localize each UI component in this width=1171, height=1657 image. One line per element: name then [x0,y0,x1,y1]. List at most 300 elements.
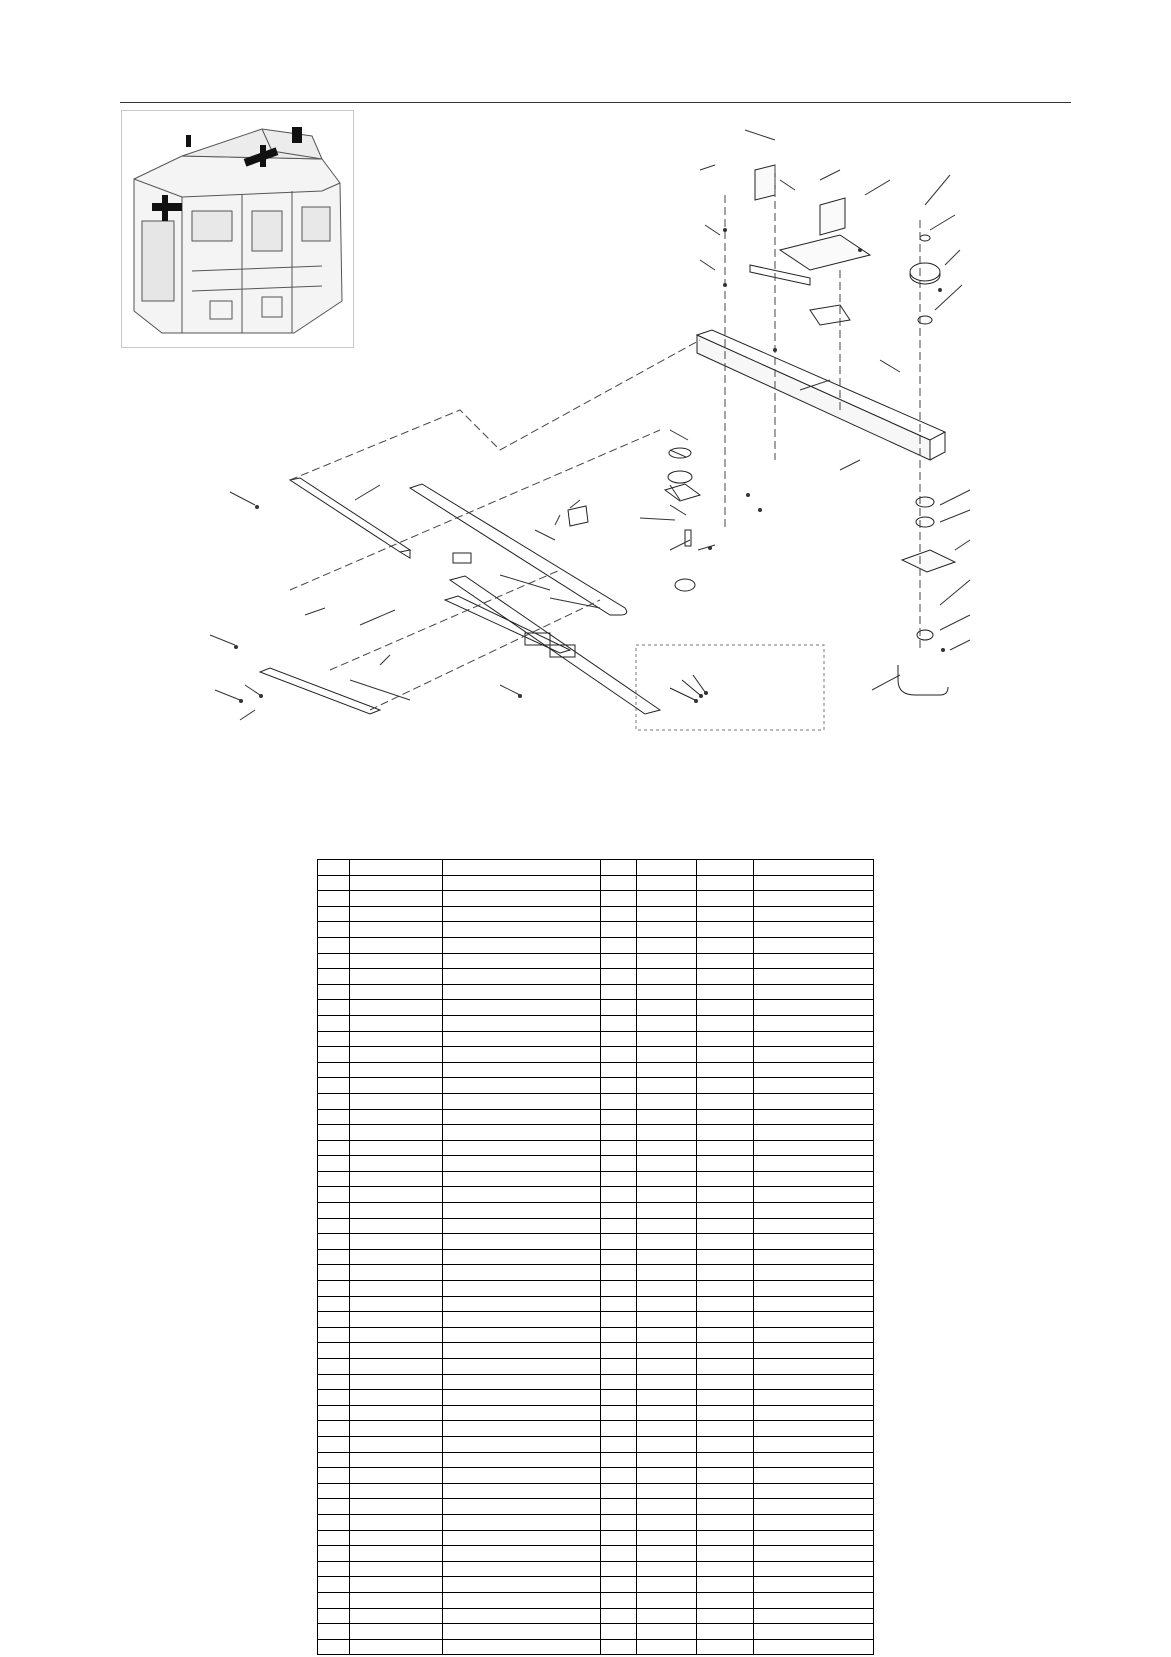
table-cell [350,1624,443,1640]
table-cell [754,1483,874,1499]
table-cell [443,1452,601,1468]
table-cell [637,1327,697,1343]
table-cell [443,1546,601,1562]
table-row [318,891,874,907]
table-cell [443,922,601,938]
table-cell [318,953,350,969]
table-cell [601,891,637,907]
table-cell [318,1031,350,1047]
table-row [318,1639,874,1655]
table-cell [754,1514,874,1530]
table-cell [637,860,697,876]
table-cell [754,1218,874,1234]
table-cell [697,1421,754,1437]
table-cell [697,1125,754,1141]
table-cell [601,1624,637,1640]
table-cell [443,1171,601,1187]
table-cell [350,969,443,985]
table-cell [443,1374,601,1390]
table-cell [350,1140,443,1156]
table-cell [350,1374,443,1390]
table-cell [350,1234,443,1250]
table-row [318,906,874,922]
table-cell [318,1624,350,1640]
table-cell [318,1296,350,1312]
table-cell [601,937,637,953]
table-row [318,1109,874,1125]
table-cell [443,1405,601,1421]
table-cell [318,1405,350,1421]
table-cell [637,1312,697,1328]
table-cell [443,1436,601,1452]
table-cell [637,906,697,922]
table-cell [318,1530,350,1546]
table-cell [318,1390,350,1406]
table-cell [697,1249,754,1265]
table-cell [350,1421,443,1437]
table-cell [637,953,697,969]
table-row [318,1608,874,1624]
table-cell [350,1093,443,1109]
table-row [318,1452,874,1468]
table-row [318,1327,874,1343]
table-cell [754,922,874,938]
table-cell [443,1359,601,1375]
table-cell [318,1452,350,1468]
table-cell [637,1452,697,1468]
table-cell [318,1234,350,1250]
table-cell [350,1592,443,1608]
table-row [318,953,874,969]
table-cell [601,1015,637,1031]
table-cell [601,1530,637,1546]
table-cell [601,1281,637,1297]
table-cell [697,1015,754,1031]
table-cell [318,1608,350,1624]
table-cell [443,906,601,922]
table-cell [637,1639,697,1655]
table-cell [318,1359,350,1375]
table-cell [443,1561,601,1577]
table-cell [350,1359,443,1375]
table-cell [637,1281,697,1297]
table-cell [318,1436,350,1452]
table-cell [318,1281,350,1297]
table-cell [754,1390,874,1406]
table-cell [637,1078,697,1094]
table-cell [443,1125,601,1141]
table-cell [637,1265,697,1281]
table-cell [318,969,350,985]
table-cell [318,1592,350,1608]
table-cell [350,1312,443,1328]
table-cell [318,1249,350,1265]
table-cell [350,1483,443,1499]
table-cell [350,891,443,907]
table-cell [601,1109,637,1125]
table-cell [443,1031,601,1047]
table-cell [697,1187,754,1203]
table-cell [697,1031,754,1047]
table-cell [697,1499,754,1515]
table-row [318,1156,874,1172]
table-cell [318,937,350,953]
table-cell [754,1093,874,1109]
table-cell [350,906,443,922]
table-row [318,1390,874,1406]
table-cell [754,1561,874,1577]
table-cell [637,1421,697,1437]
table-row [318,1546,874,1562]
table-cell [350,953,443,969]
table-cell [637,1530,697,1546]
table-cell [350,1639,443,1655]
table-cell [318,1109,350,1125]
table-row [318,1281,874,1297]
table-cell [601,1327,637,1343]
table-cell [637,1624,697,1640]
table-cell [443,1421,601,1437]
table-row [318,1125,874,1141]
table-cell [637,1015,697,1031]
table-cell [754,1296,874,1312]
table-cell [697,1436,754,1452]
table-row [318,1421,874,1437]
table-cell [637,1499,697,1515]
table-cell [754,1421,874,1437]
table-cell [443,875,601,891]
table-cell [601,1359,637,1375]
table-row [318,1312,874,1328]
table-cell [443,1203,601,1219]
table-cell [754,891,874,907]
table-cell [318,984,350,1000]
table-cell [443,860,601,876]
table-row [318,1561,874,1577]
table-cell [601,1265,637,1281]
table-cell [601,1047,637,1063]
table-cell [637,1359,697,1375]
table-row [318,1234,874,1250]
table-cell [637,1436,697,1452]
table-cell [697,1218,754,1234]
table-cell [637,1592,697,1608]
table-cell [697,1374,754,1390]
table-cell [637,1140,697,1156]
table-row [318,1624,874,1640]
table-cell [318,860,350,876]
table-cell [637,922,697,938]
table-cell [601,1156,637,1172]
table-cell [637,1483,697,1499]
table-cell [318,1374,350,1390]
table-cell [350,1390,443,1406]
table-cell [697,1171,754,1187]
table-cell [318,1203,350,1219]
table-cell [637,1187,697,1203]
table-cell [443,1062,601,1078]
table-cell [601,969,637,985]
table-cell [350,1468,443,1484]
table-cell [443,1592,601,1608]
table-cell [318,1093,350,1109]
parts-table [317,859,874,1655]
exploded-assembly-diagram [200,110,1171,790]
table-cell [443,1530,601,1546]
table-row [318,1577,874,1593]
table-cell [350,1530,443,1546]
table-cell [601,953,637,969]
table-cell [754,1592,874,1608]
table-cell [318,1468,350,1484]
table-cell [443,1577,601,1593]
table-cell [637,1514,697,1530]
table-cell [697,1093,754,1109]
table-cell [601,984,637,1000]
table-cell [637,984,697,1000]
table-cell [754,984,874,1000]
table-cell [754,1359,874,1375]
table-cell [601,1171,637,1187]
table-cell [318,1015,350,1031]
table-cell [754,1234,874,1250]
table-cell [754,1015,874,1031]
table-cell [443,1483,601,1499]
table-cell [637,1203,697,1219]
table-cell [601,1234,637,1250]
table-cell [350,1156,443,1172]
table-cell [443,1639,601,1655]
table-cell [350,1608,443,1624]
table-cell [637,937,697,953]
table-row [318,1483,874,1499]
table-cell [443,1468,601,1484]
table-cell [350,1249,443,1265]
table-cell [601,1421,637,1437]
table-cell [443,937,601,953]
table-cell [697,1592,754,1608]
table-cell [318,1156,350,1172]
table-cell [754,860,874,876]
table-cell [350,1577,443,1593]
table-cell [754,1530,874,1546]
table-cell [601,1031,637,1047]
table-cell [697,1312,754,1328]
table-cell [754,1577,874,1593]
table-cell [318,1514,350,1530]
table-cell [443,984,601,1000]
table-row [318,1436,874,1452]
table-cell [443,1343,601,1359]
table-cell [697,969,754,985]
table-cell [350,1031,443,1047]
table-cell [601,1249,637,1265]
table-cell [318,1140,350,1156]
table-cell [754,1109,874,1125]
table-cell [601,1125,637,1141]
table-cell [443,1047,601,1063]
table-cell [697,891,754,907]
table-cell [601,1390,637,1406]
table-cell [697,1483,754,1499]
table-cell [601,1218,637,1234]
table-cell [754,1249,874,1265]
table-cell [754,969,874,985]
table-cell [601,1639,637,1655]
table-cell [601,1140,637,1156]
table-cell [350,1452,443,1468]
table-cell [350,1546,443,1562]
table-cell [443,1312,601,1328]
table-cell [318,1421,350,1437]
table-cell [350,1125,443,1141]
table-cell [754,1546,874,1562]
table-cell [637,1561,697,1577]
table-cell [637,1218,697,1234]
table-cell [318,1187,350,1203]
table-cell [637,1062,697,1078]
table-cell [443,1015,601,1031]
table-cell [754,1000,874,1016]
table-cell [318,891,350,907]
table-cell [350,1203,443,1219]
table-cell [697,1343,754,1359]
table-cell [754,1125,874,1141]
table-cell [754,1327,874,1343]
table-cell [443,1156,601,1172]
table-row [318,1047,874,1063]
table-cell [350,1514,443,1530]
table-cell [697,984,754,1000]
table-cell [318,1062,350,1078]
table-cell [637,1468,697,1484]
table-cell [601,906,637,922]
table-cell [318,922,350,938]
table-cell [754,1624,874,1640]
table-cell [697,906,754,922]
table-cell [697,860,754,876]
table-cell [443,1499,601,1515]
table-cell [350,1499,443,1515]
table-cell [697,1561,754,1577]
table-cell [318,1171,350,1187]
table-cell [601,1499,637,1515]
table-cell [754,1374,874,1390]
table-cell [754,1203,874,1219]
table-cell [601,1093,637,1109]
table-cell [697,1047,754,1063]
table-cell [637,1000,697,1016]
table-cell [350,1015,443,1031]
table-cell [697,1156,754,1172]
table-cell [754,1436,874,1452]
table-cell [601,1000,637,1016]
table-cell [443,1327,601,1343]
table-cell [318,1561,350,1577]
table-cell [350,1078,443,1094]
table-cell [697,1530,754,1546]
table-cell [443,1296,601,1312]
table-cell [443,1281,601,1297]
table-cell [443,1390,601,1406]
table-cell [754,1468,874,1484]
table-cell [601,1608,637,1624]
table-cell [318,1499,350,1515]
table-cell [350,1265,443,1281]
exploded-assembly-icon [200,110,1171,790]
table-cell [697,1624,754,1640]
table-cell [697,875,754,891]
table-cell [754,1062,874,1078]
table-cell [443,1093,601,1109]
table-cell [318,875,350,891]
table-cell [637,1390,697,1406]
table-cell [601,1296,637,1312]
table-cell [350,1296,443,1312]
table-cell [350,1436,443,1452]
table-cell [697,1452,754,1468]
table-cell [637,1249,697,1265]
table-cell [318,1312,350,1328]
table-row [318,1514,874,1530]
table-cell [754,953,874,969]
table-row [318,1359,874,1375]
table-cell [318,1639,350,1655]
table-cell [697,1577,754,1593]
table-cell [637,1608,697,1624]
table-cell [754,1171,874,1187]
table-row [318,1093,874,1109]
table-cell [443,891,601,907]
table-cell [697,1639,754,1655]
table-cell [601,1187,637,1203]
table-cell [601,1561,637,1577]
table-cell [443,1234,601,1250]
table-cell [637,1546,697,1562]
table-cell [443,1249,601,1265]
table-cell [754,1639,874,1655]
table-row [318,1405,874,1421]
table-cell [318,1546,350,1562]
table-row [318,1140,874,1156]
table-cell [754,1078,874,1094]
table-cell [350,1281,443,1297]
table-cell [637,1156,697,1172]
table-cell [601,1483,637,1499]
table-cell [754,1452,874,1468]
table-cell [350,922,443,938]
table-cell [601,1468,637,1484]
table-row [318,1499,874,1515]
header-rule [120,102,1071,103]
table-cell [318,1078,350,1094]
table-cell [754,1265,874,1281]
table-cell [637,1093,697,1109]
table-cell [443,1000,601,1016]
table-cell [697,1405,754,1421]
table-cell [318,1218,350,1234]
table-row [318,1203,874,1219]
table-cell [601,1546,637,1562]
table-cell [601,1312,637,1328]
table-cell [601,1592,637,1608]
table-cell [350,1171,443,1187]
table-row [318,1592,874,1608]
table-row [318,1265,874,1281]
table-cell [754,875,874,891]
table-cell [697,1234,754,1250]
table-row [318,1343,874,1359]
